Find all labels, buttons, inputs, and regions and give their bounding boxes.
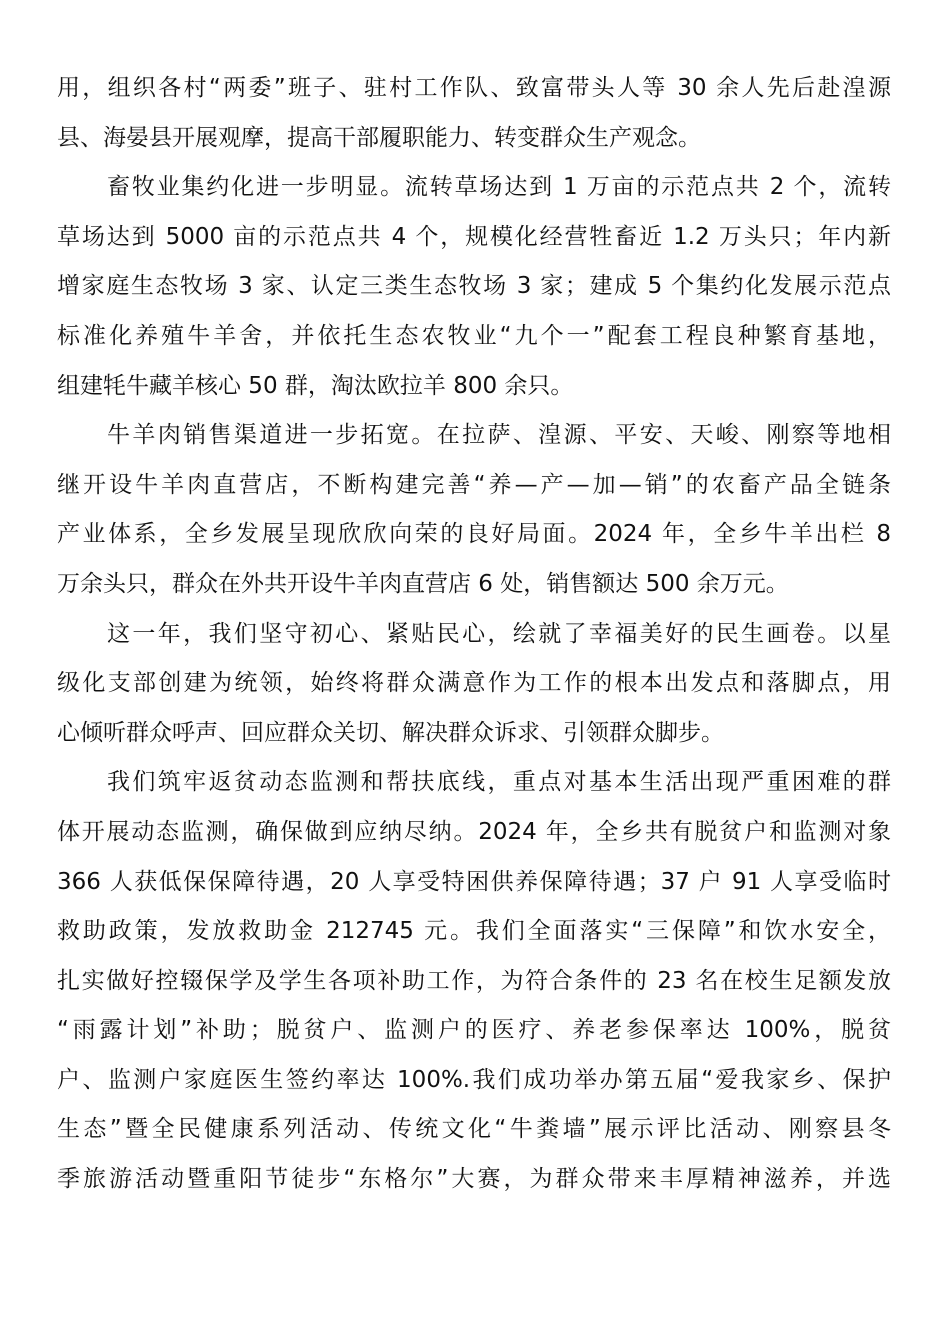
text-line-12: 这一年，我们坚守初心、紧贴民心，绘就了幸福美好的民生画卷。以星 bbox=[107, 620, 891, 647]
text-line-17: 366 人获低保保障待遇，20 人享受特困供养保障待遇；37 户 91 人享受临时 bbox=[57, 868, 891, 895]
text-line-20: “雨露计划”补助；脱贫户、监测户的医疗、养老参保率达 100%，脱贫 bbox=[57, 1017, 891, 1044]
text-line-4: 草场达到 5000 亩的示范点共 4 个，规模化经营牲畜近 1.2 万头只；年内新 bbox=[57, 223, 891, 250]
text-line-21: 户、监测户家庭医生签约率达 100%.我们成功举办第五届“爱我家乡、保护 bbox=[57, 1066, 891, 1093]
text-line-9: 继开设牛羊肉直营店，不断构建完善“养—产—加—销”的农畜产品全链条 bbox=[57, 471, 891, 498]
text-line-6: 标准化养殖牛羊舍，并依托生态农牧业“九个一”配套工程良种繁育基地， bbox=[57, 322, 891, 349]
text-line-22: 生态”暨全民健康系列活动、传统文化“牛粪墙”展示评比活动、刚察县冬 bbox=[57, 1116, 891, 1143]
text-line-7: 组建牦牛藏羊核心 50 群，淘汰欧拉羊 800 余只。 bbox=[57, 372, 574, 399]
text-line-3: 畜牧业集约化进一步明显。流转草场达到 1 万亩的示范点共 2 个，流转 bbox=[107, 174, 891, 201]
text-line-8: 牛羊肉销售渠道进一步拓宽。在拉萨、湟源、平安、天峻、刚察等地相 bbox=[107, 422, 891, 449]
text-line-16: 体开展动态监测，确保做到应纳尽纳。2024 年，全乡共有脱贫户和监测对象 bbox=[57, 818, 891, 845]
text-line-14: 心倾听群众呼声、回应群众关切、解决群众诉求、引领群众脚步。 bbox=[57, 719, 724, 746]
body-text bbox=[57, 64, 891, 1205]
text-line-1: 用，组织各村“两委”班子、驻村工作队、致富带头人等 30 余人先后赴湟源 bbox=[57, 75, 891, 101]
text-line-15: 我们筑牢返贫动态监测和帮扶底线，重点对基本生活出现严重困难的群 bbox=[107, 769, 891, 796]
text-line-2: 县、海晏县开展观摩，提高干部履职能力、转变群众生产观念。 bbox=[57, 124, 701, 151]
text-line-11: 万余头只，群众在外共开设牛羊肉直营店 6 处，销售额达 500 余万元。 bbox=[57, 570, 789, 597]
text-line-13: 级化支部创建为统领，始终将群众满意作为工作的根本出发点和落脚点，用 bbox=[57, 670, 891, 697]
text-line-10: 产业体系，全乡发展呈现欣欣向荣的良好局面。2024 年，全乡牛羊出栏 8 bbox=[57, 521, 891, 548]
text-line-5: 增家庭生态牧场 3 家、认定三类生态牧场 3 家；建成 5 个集约化发展示范点 bbox=[57, 273, 891, 300]
text-line-18: 救助政策，发放救助金 212745 元。我们全面落实“三保障”和饮水安全， bbox=[57, 918, 891, 945]
text-line-23: 季旅游活动暨重阳节徒步“东格尔”大赛，为群众带来丰厚精神滋养，并选 bbox=[57, 1166, 891, 1193]
text-line-19: 扎实做好控辍保学及学生各项补助工作，为符合条件的 23 名在校生足额发放 bbox=[57, 967, 891, 994]
